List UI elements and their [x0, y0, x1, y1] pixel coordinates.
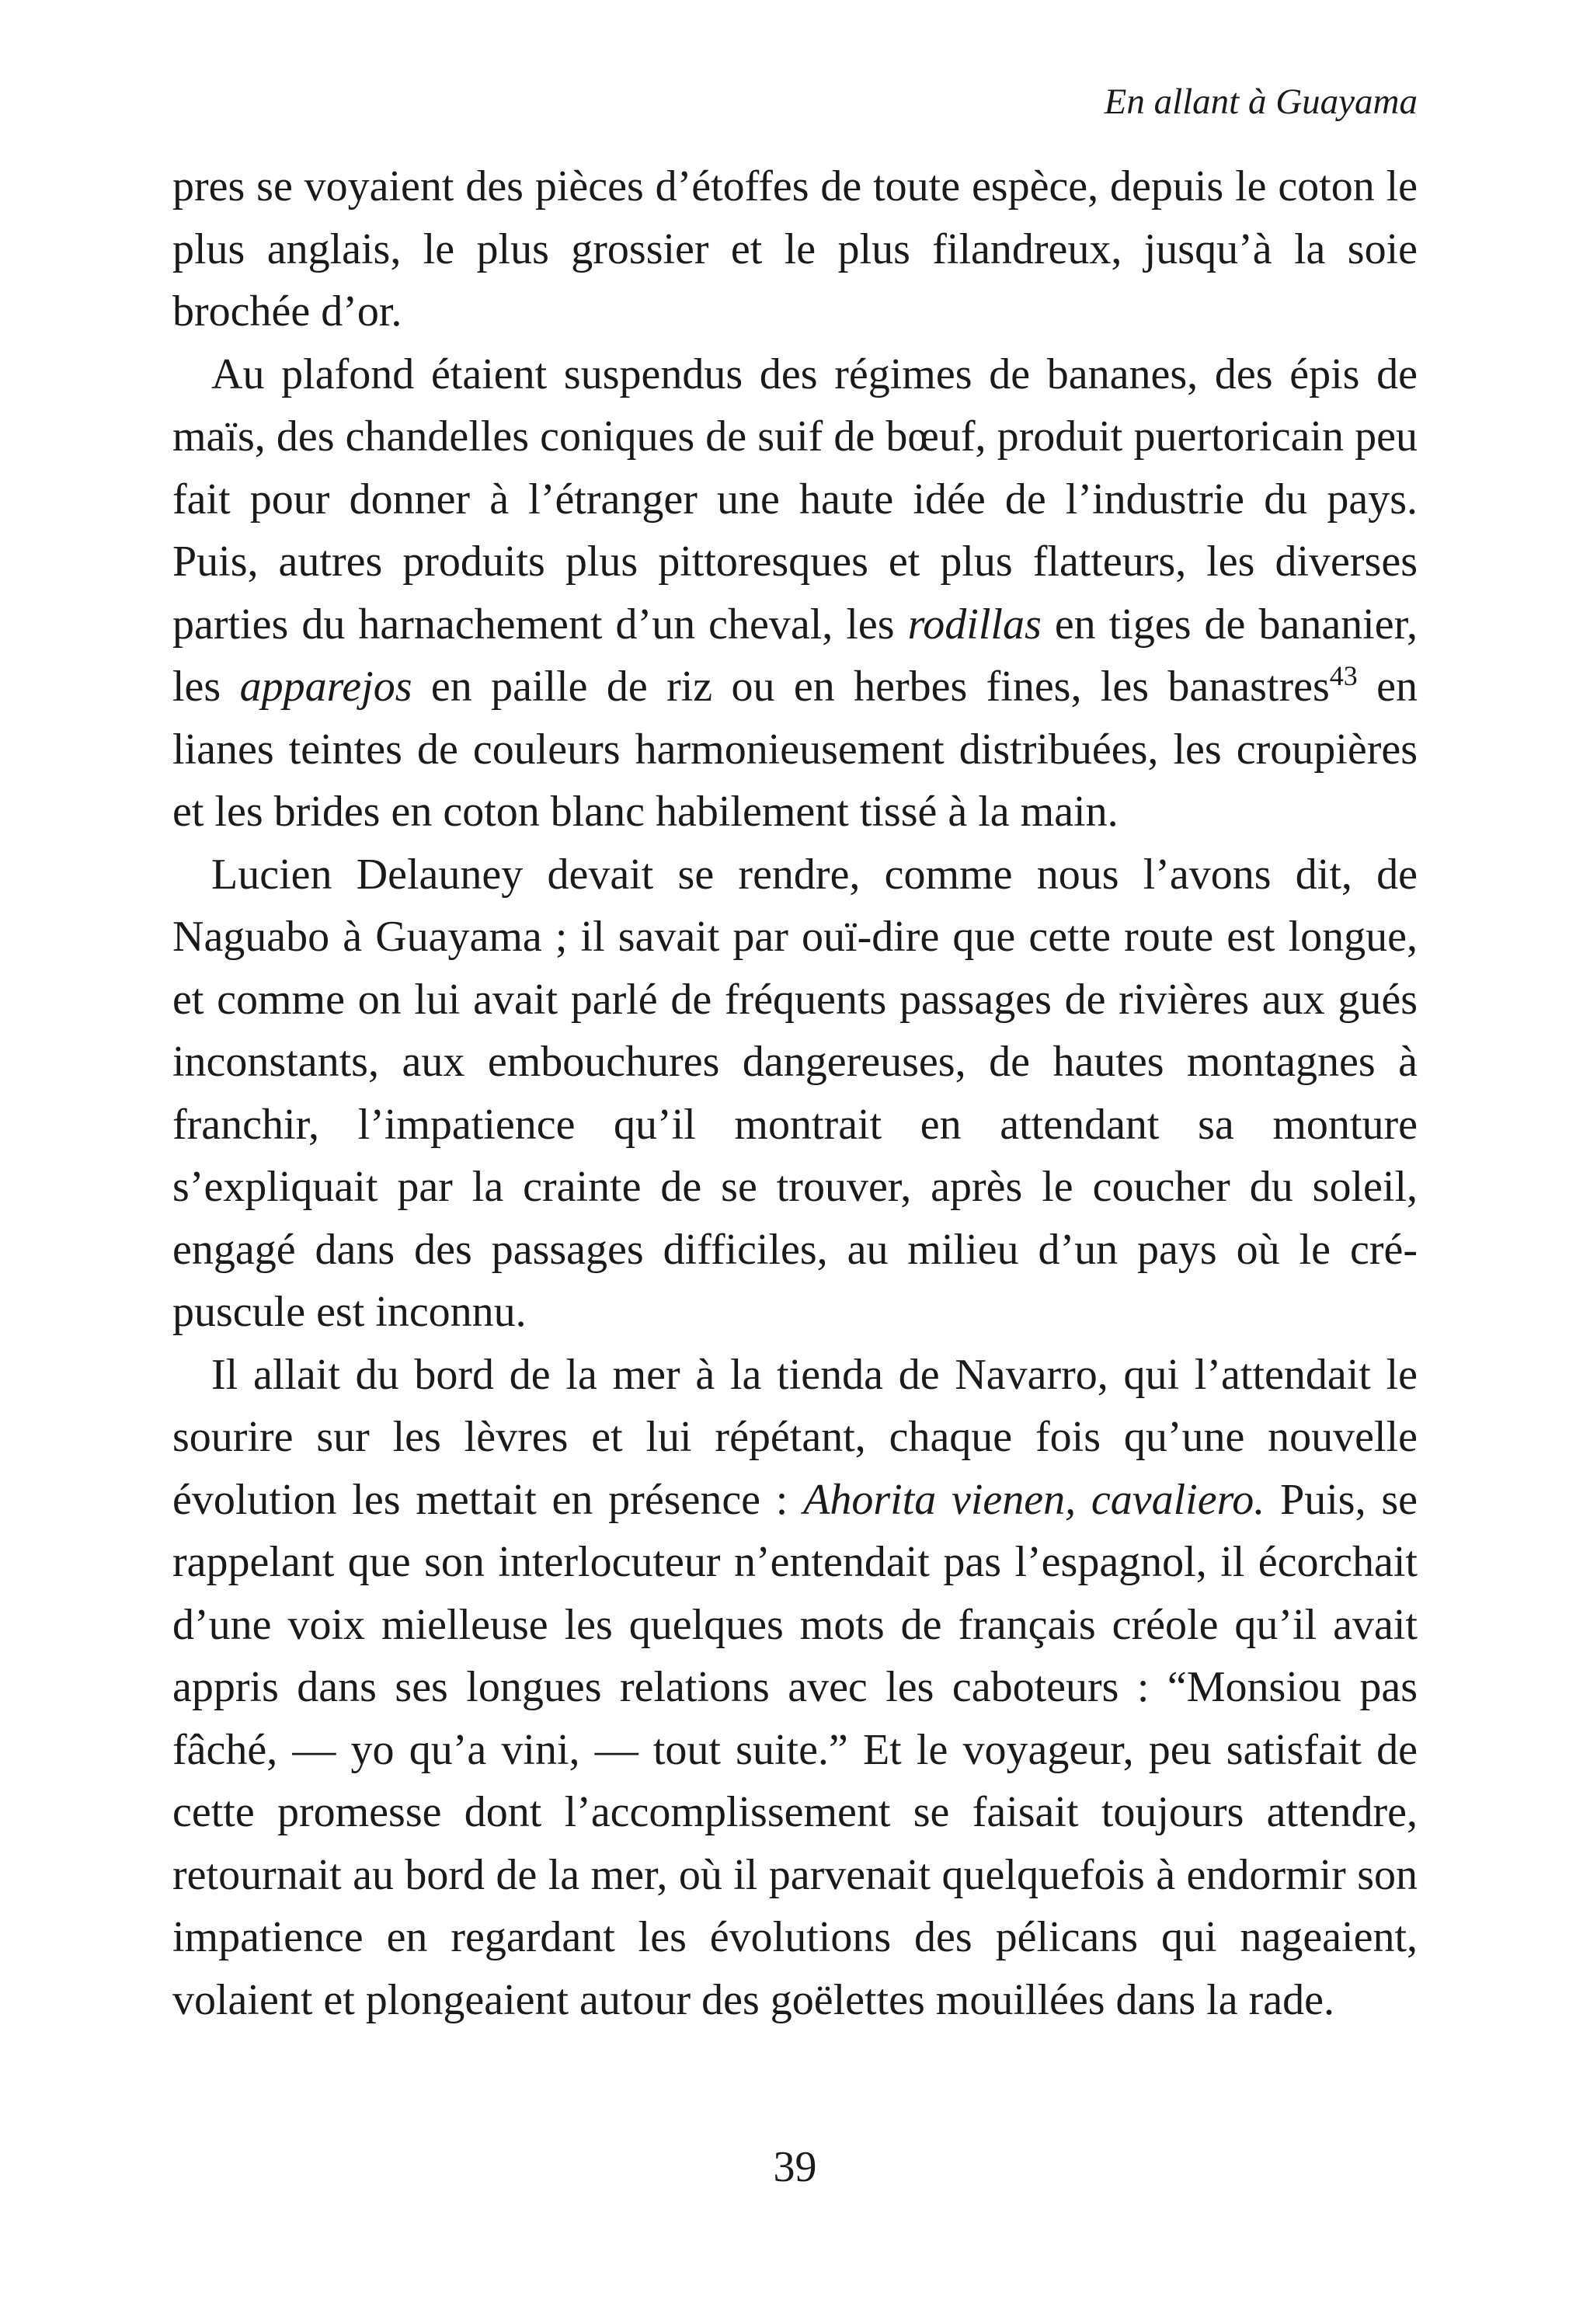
paragraph [172, 1344, 1418, 2032]
paragraph-text: en paille de riz ou en herbes fines, les banastres [412, 663, 1330, 711]
paragraph-text: en tiges de bananier, les [172, 600, 1418, 711]
paragraph [172, 343, 1418, 844]
paragraph-text: Il allait du bord de la mer à la tienda de Navarro, qui l’attendait le sourire sur les lèvres et lui répétant, chaque fois qu’une nouvelle évolution les mettait en présence : [172, 1350, 1418, 1524]
italic-term: rodillas [907, 600, 1042, 649]
italic-term: apparejos [239, 663, 412, 711]
paragraph [172, 155, 1418, 343]
paragraph [172, 844, 1418, 1344]
running-header: En allant à Guayama [1104, 82, 1418, 122]
paragraph-text: pres se voyaient des pièces d’étoffes de toute espèce, depuis le coton le plus anglais, le plus grossier et le plus filandreux, jusqu’à la soie brochée d’or. [172, 162, 1418, 336]
paragraph-text: en lianes teintes de couleurs harmonieusement distribuées, les croupières et les brides en coton blanc habilement tissé à la main. [172, 663, 1418, 836]
paragraph-text: Lucien Delauney devait se rendre, comme nous l’avons dit, de Naguabo à Guayama ; il savait par ouï-dire que cette route est longue, et comme on lui avait parlé de fréquents passages de rivières aux gués inconstants, aux embouchures dangereuses, de hautes montagnes à franchir, l’impatience qu’il montrait en attendant sa monture s’expliquait par la crainte de se trouver, après le coucher du soleil, engagé dans des passages difficiles, au milieu d’un pays où le crépuscule est inconnu. [172, 850, 1418, 1336]
italic-quote: Ahorita vienen, cavaliero. [803, 1475, 1265, 1524]
page-number: 39 [773, 2143, 817, 2191]
footnote-reference: 43 [1329, 660, 1358, 691]
body-text [172, 155, 1418, 2031]
paragraph-text: Puis, se rappelant que son interlocuteur n’entendait pas l’espagnol, il écorchait d’une voix mielleuse les quelques mots de français créole qu’il avait appris dans ses longues relations avec les caboteurs : “Monsiou pas fâché, — yo qu’a vini, — tout suite.” Et le voyageur, peu satisfait de cette promesse dont l’accomplissement se faisait toujours attendre, retournait au bord de la mer, où il parvenait quelquefois à endormir son impatience en regardant les évolutions des pélicans qui nageaient, volaient et plongeaient autour des goëlettes mouillées dans la rade. [172, 1475, 1418, 2024]
paragraph-text: Au plafond étaient suspendus des régimes de bananes, des épis de maïs, des chandelles coniques de suif de bœuf, produit puertoricain peu fait pour donner à l’étranger une haute idée de l’industrie du pays. Puis, autres produits plus pittoresques et plus flatteurs, les diverses parties du harnachement d’un cheval, les [172, 350, 1418, 649]
